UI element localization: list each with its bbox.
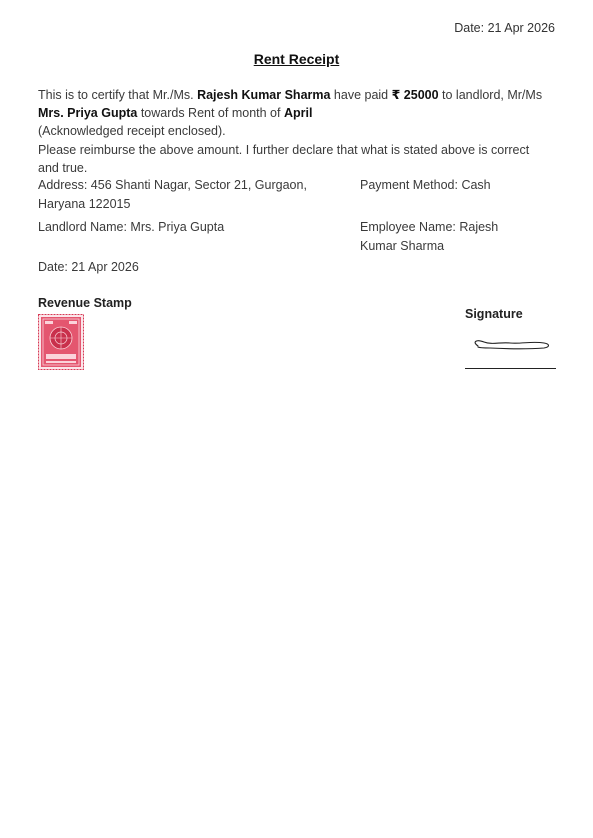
- tenant-name: Rajesh Kumar Sharma: [197, 88, 331, 102]
- rent-amount: ₹ 25000: [391, 88, 439, 102]
- signature-scribble-icon: [470, 336, 554, 356]
- declaration-text: Please reimburse the above amount. I further declare that what is stated above is correct and true.: [38, 142, 530, 175]
- employee-name-text: Employee Name: Rajesh Kumar Sharma: [360, 220, 499, 253]
- certification-paragraph: [38, 86, 550, 177]
- payment-method-text: Payment Method: Cash: [360, 178, 491, 192]
- landlord-name-text: Landlord Name: Mrs. Priya Gupta: [38, 220, 225, 234]
- certify-mid3: towards Rent of month of: [137, 106, 284, 121]
- header-date: Date: 21 Apr 2026: [454, 21, 555, 35]
- revenue-stamp-label: Revenue Stamp: [38, 296, 132, 310]
- address-text: Address: 456 Shanti Nagar, Sector 21, Gurgaon, Haryana 122015: [38, 178, 307, 211]
- landlord-name: Mrs. Priya Gupta: [38, 106, 138, 121]
- signature-label: Signature: [465, 307, 523, 321]
- certify-mid1: have paid: [330, 88, 392, 102]
- acknowledged-note: (Acknowledged receipt enclosed).: [38, 124, 226, 139]
- page-title: Rent Receipt: [253, 51, 340, 67]
- revenue-stamp-icon: [38, 314, 84, 370]
- footer-date: Date: 21 Apr 2026: [38, 260, 139, 274]
- signature-line: [465, 368, 556, 369]
- rent-month: April: [283, 106, 313, 121]
- certify-mid2: to landlord, Mr/Ms: [438, 88, 543, 102]
- certify-prefix: This is to certify that Mr./Ms.: [38, 88, 198, 102]
